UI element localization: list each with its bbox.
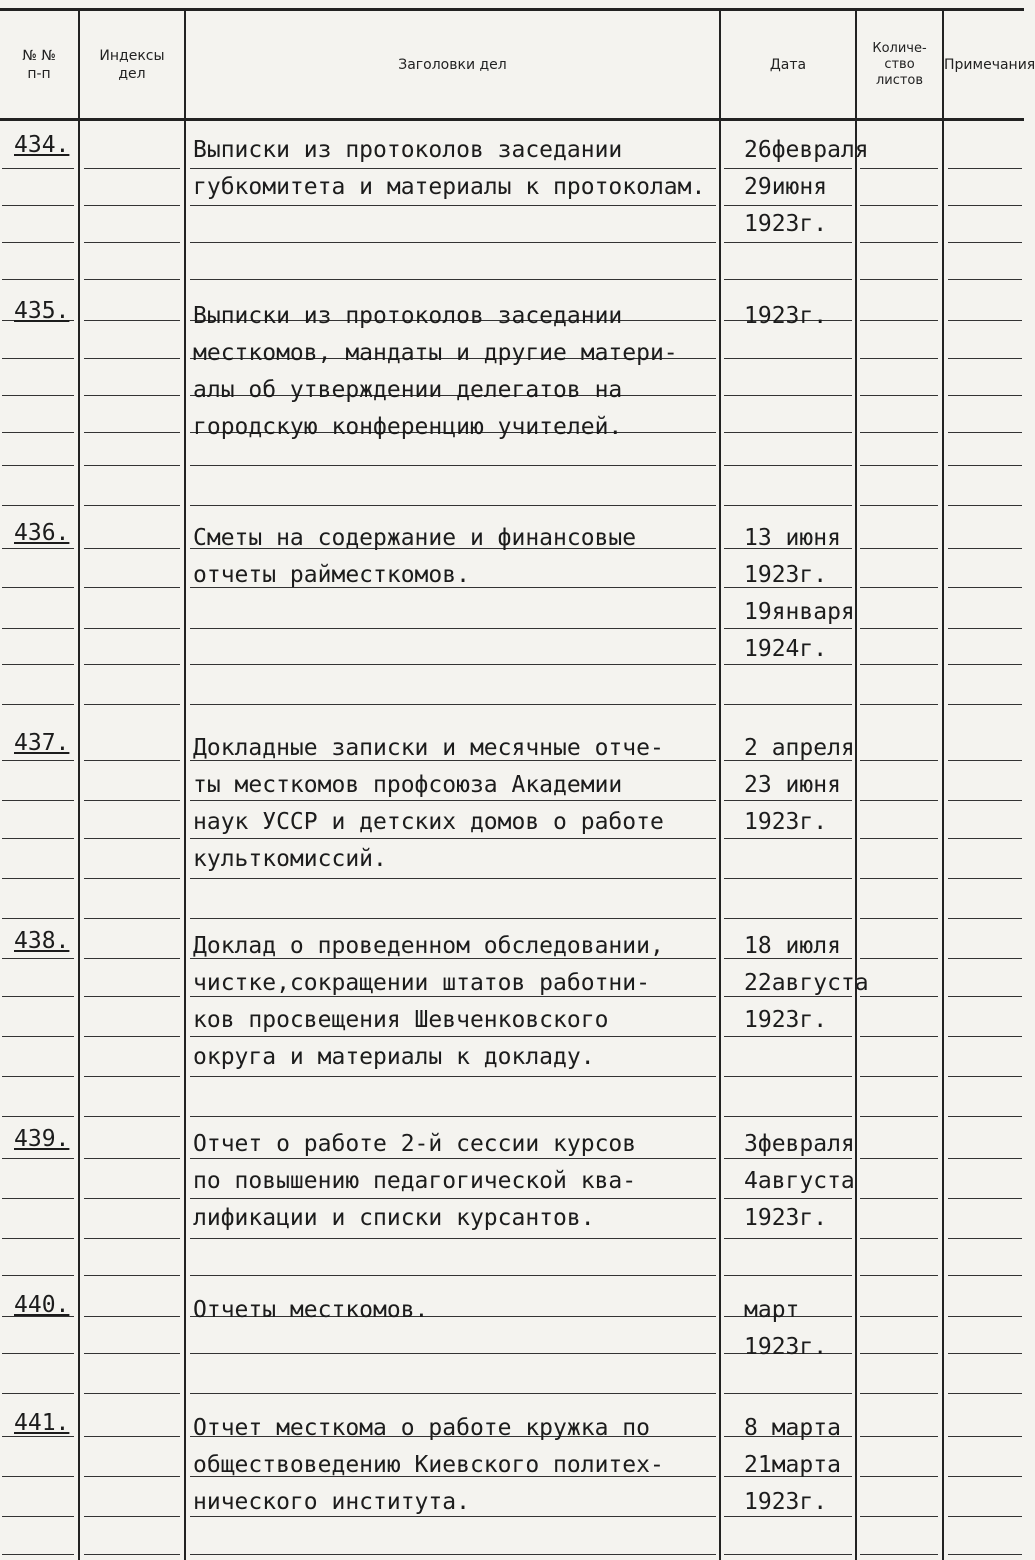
ruled-line <box>948 1554 1022 1555</box>
ruled-line <box>190 1076 716 1077</box>
entry-date <box>744 298 827 335</box>
ruled-line <box>948 279 1022 280</box>
ruled-line <box>2 242 74 243</box>
entry-title-line: ков просвещения Шевченковского <box>193 1007 609 1033</box>
ruled-line <box>948 918 1022 919</box>
ruled-line <box>948 1316 1022 1317</box>
entry-title <box>193 1410 725 1521</box>
ruled-line <box>948 760 1022 761</box>
ruled-line <box>2 1476 74 1477</box>
ruled-line <box>84 878 180 879</box>
ruled-line <box>860 958 938 959</box>
entry-number: 438. <box>14 928 70 954</box>
entry-date <box>744 1410 841 1521</box>
entry-date-line: март <box>744 1297 800 1323</box>
entry-title <box>193 132 725 243</box>
entry-date-line: 1924г. <box>744 636 828 662</box>
entry-date <box>744 1292 827 1366</box>
ruled-line <box>84 628 180 629</box>
ruled-line <box>948 587 1022 588</box>
ruled-line <box>948 878 1022 879</box>
ruled-line <box>84 205 180 206</box>
ruled-line <box>190 1238 716 1239</box>
entry-title <box>193 1292 725 1329</box>
ruled-line <box>84 918 180 919</box>
entry-date <box>744 1126 855 1237</box>
entry-title-line: городскую конференцию учителей. <box>193 414 623 440</box>
entry-date-line: 2 апреля <box>744 735 855 761</box>
ruled-line <box>2 1238 74 1239</box>
entry-title-line: округа и материалы к докладу. <box>193 1044 595 1070</box>
entry-title-line: Выписки из протоколов заседании <box>193 303 623 329</box>
ruled-line <box>948 205 1022 206</box>
ruled-line <box>84 1238 180 1239</box>
entry-title <box>193 730 725 878</box>
ruled-line <box>2 279 74 280</box>
ruled-line <box>2 1116 74 1117</box>
ruled-line <box>948 1198 1022 1199</box>
ruled-line <box>2 395 74 396</box>
ruled-line <box>84 279 180 280</box>
ruled-line <box>2 800 74 801</box>
ruled-line <box>948 395 1022 396</box>
entry-title-line: Отчеты месткомов. <box>193 1297 429 1323</box>
ruled-line <box>860 279 938 280</box>
ruled-line <box>2 1353 74 1354</box>
ruled-line <box>84 1436 180 1437</box>
header-index: Индексы дел <box>99 48 165 82</box>
ruled-line <box>190 704 716 705</box>
ruled-line <box>724 918 852 919</box>
ruled-line <box>948 1476 1022 1477</box>
header-title: Заголовки дел <box>398 57 507 73</box>
ruled-line <box>948 1158 1022 1159</box>
ruled-line <box>2 358 74 359</box>
ruled-line <box>860 664 938 665</box>
ruled-line <box>860 1436 938 1437</box>
ruled-line <box>948 465 1022 466</box>
ruled-line <box>948 548 1022 549</box>
ruled-line <box>2 505 74 506</box>
ruled-line <box>948 242 1022 243</box>
ruled-line <box>84 432 180 433</box>
ruled-line <box>84 1076 180 1077</box>
ruled-line <box>2 1516 74 1517</box>
ruled-line <box>724 1393 852 1394</box>
entry-date <box>744 520 855 668</box>
ruled-line <box>2 1158 74 1159</box>
ruled-line <box>724 279 852 280</box>
ruled-line <box>2 628 74 629</box>
ruled-line <box>948 1393 1022 1394</box>
ruled-line <box>84 1353 180 1354</box>
ruled-line <box>190 1353 716 1354</box>
ruled-line <box>84 1198 180 1199</box>
entry-title-line: обществоведению Киевского политех- <box>193 1452 664 1478</box>
entry-title-line: алы об утверждении делегатов на <box>193 377 623 403</box>
entry-number: 435. <box>14 298 70 324</box>
ruled-line <box>948 838 1022 839</box>
ruled-line <box>84 548 180 549</box>
entry-date-line: 4августа <box>744 1168 855 1194</box>
entry-title-line: лификации и списки курсантов. <box>193 1205 595 1231</box>
ruled-line <box>724 505 852 506</box>
ruled-line <box>860 242 938 243</box>
entry-date-line: 22августа <box>744 970 869 996</box>
ruled-line <box>724 358 852 359</box>
ruled-line <box>948 628 1022 629</box>
ruled-line <box>860 168 938 169</box>
ruled-line <box>84 1393 180 1394</box>
entry-title <box>193 520 725 594</box>
entry-title <box>193 1126 725 1237</box>
ruled-line <box>84 996 180 997</box>
entry-number: 437. <box>14 730 70 756</box>
ruled-line <box>2 1076 74 1077</box>
ruled-line <box>724 1076 852 1077</box>
ruled-line <box>190 1393 716 1394</box>
ruled-line <box>948 1116 1022 1117</box>
entry-date-line: 1923г. <box>744 562 828 588</box>
ruled-line <box>190 628 716 629</box>
entry-title-line: Сметы на содержание и финансовые <box>193 525 637 551</box>
ruled-line <box>860 395 938 396</box>
ruled-line <box>2 548 74 549</box>
entry-title-line: губкомитета и материалы к протоколам. <box>193 174 706 200</box>
ruled-line <box>860 1353 938 1354</box>
entry-date-line: 26февраля <box>744 137 869 163</box>
header-number: № № п-п <box>22 48 56 82</box>
ruled-line <box>2 996 74 997</box>
ruled-line <box>84 838 180 839</box>
entry-title-line <box>193 206 725 243</box>
entry-title-line: Выписки из протоколов заседании <box>193 137 623 163</box>
ruled-line <box>84 1476 180 1477</box>
ruled-line <box>2 1036 74 1037</box>
entry-date-line: 19января <box>744 599 855 625</box>
entry-title-line: Доклад о проведенном обследовании, <box>193 933 664 959</box>
ruled-line <box>948 1516 1022 1517</box>
ruled-line <box>2 1198 74 1199</box>
ruled-line <box>84 1554 180 1555</box>
entry-number: 434. <box>14 132 70 158</box>
ruled-line <box>2 958 74 959</box>
entry-date-line: 1923г. <box>744 1007 828 1033</box>
ruled-line <box>2 704 74 705</box>
ruled-line <box>948 1436 1022 1437</box>
entry-title <box>193 298 725 446</box>
ruled-line <box>190 878 716 879</box>
ruled-line <box>84 587 180 588</box>
ruled-line <box>190 664 716 665</box>
ruled-line <box>84 358 180 359</box>
ruled-line <box>724 395 852 396</box>
entry-date-line: 21марта <box>744 1452 841 1478</box>
ruled-line <box>2 168 74 169</box>
ruled-line <box>84 505 180 506</box>
ruled-line <box>860 1198 938 1199</box>
entry-title-line: Докладные записки и месячные отче- <box>193 735 664 761</box>
ruled-line <box>948 358 1022 359</box>
ruled-line <box>860 878 938 879</box>
ruled-line <box>860 587 938 588</box>
ruled-line <box>2 465 74 466</box>
entry-title-line: ты месткомов профсоюза Академии <box>193 772 623 798</box>
ruled-line <box>724 878 852 879</box>
entry-date <box>744 730 855 841</box>
ruled-line <box>2 205 74 206</box>
entry-title-line: Отчет месткома о работе кружка по <box>193 1415 650 1441</box>
entry-title-line: нического института. <box>193 1489 470 1515</box>
ruled-line <box>860 465 938 466</box>
ruled-line <box>84 168 180 169</box>
ruled-line <box>860 704 938 705</box>
ruled-line <box>860 1516 938 1517</box>
ruled-line <box>948 996 1022 997</box>
top-rule <box>0 8 1024 11</box>
entry-date-line: 29июня <box>744 174 828 200</box>
ruled-line <box>948 168 1022 169</box>
ruled-line <box>860 1116 938 1117</box>
ruled-line <box>860 1158 938 1159</box>
entry-date-line: 3февраля <box>744 1131 855 1157</box>
ruled-line <box>860 996 938 997</box>
ruled-line <box>860 760 938 761</box>
entry-date-line: 1923г. <box>744 211 828 237</box>
ruled-line <box>860 320 938 321</box>
ruled-line <box>190 1275 716 1276</box>
ruled-line <box>84 1316 180 1317</box>
ruled-line <box>190 465 716 466</box>
ruled-line <box>2 664 74 665</box>
entry-date-line: 8 марта <box>744 1415 841 1441</box>
ruled-line <box>724 1275 852 1276</box>
ruled-line <box>2 1275 74 1276</box>
ruled-line <box>724 704 852 705</box>
ruled-line <box>84 320 180 321</box>
ruled-line <box>2 838 74 839</box>
ruled-line <box>948 505 1022 506</box>
entry-title-line: чистке,сокращении штатов работни- <box>193 970 650 996</box>
entry-title-line: наук УССР и детских домов о работе <box>193 809 664 835</box>
entry-date-line: 18 июля <box>744 933 841 959</box>
ruled-line <box>2 587 74 588</box>
ruled-line <box>2 760 74 761</box>
ruled-line <box>860 628 938 629</box>
ruled-line <box>860 1554 938 1555</box>
ruled-line <box>84 1275 180 1276</box>
ruled-line <box>860 1393 938 1394</box>
ruled-line <box>860 1476 938 1477</box>
entry-number: 440. <box>14 1292 70 1318</box>
ruled-line <box>860 205 938 206</box>
header-notes: Примечания <box>944 57 1035 73</box>
ruled-line <box>860 548 938 549</box>
entry-number: 436. <box>14 520 70 546</box>
entry-title <box>193 928 725 1076</box>
ruled-line <box>948 320 1022 321</box>
entry-date-line: 23 июня <box>744 772 841 798</box>
ruled-line <box>948 704 1022 705</box>
ruled-line <box>724 432 852 433</box>
ruled-line <box>948 800 1022 801</box>
ruled-line <box>84 1516 180 1517</box>
ruled-line <box>84 242 180 243</box>
entry-title-line: месткомов, мандаты и другие матери- <box>193 340 678 366</box>
ruled-line <box>84 800 180 801</box>
entry-date-line: 13 июня <box>744 525 841 551</box>
ruled-line <box>84 465 180 466</box>
header-bottom-rule <box>0 118 1024 121</box>
ruled-line <box>2 432 74 433</box>
ruled-line <box>860 1316 938 1317</box>
ruled-line <box>948 664 1022 665</box>
entry-date-line: 1923г. <box>744 1334 828 1360</box>
column-divider <box>184 8 186 1560</box>
ruled-line <box>84 664 180 665</box>
ruled-line <box>190 505 716 506</box>
ruled-line <box>860 1238 938 1239</box>
ruled-line <box>190 918 716 919</box>
ruled-line <box>724 1238 852 1239</box>
ruled-line <box>724 1116 852 1117</box>
ruled-line <box>84 1036 180 1037</box>
entry-date-line: 1923г. <box>744 303 828 329</box>
ruled-line <box>860 838 938 839</box>
ruled-line <box>190 279 716 280</box>
ruled-line <box>860 358 938 359</box>
ruled-line <box>860 432 938 433</box>
entry-number: 439. <box>14 1126 70 1152</box>
ruled-line <box>84 958 180 959</box>
ruled-line <box>724 1554 852 1555</box>
ruled-line <box>190 1116 716 1117</box>
ruled-line <box>2 878 74 879</box>
ruled-line <box>860 1275 938 1276</box>
ruled-line <box>948 958 1022 959</box>
ruled-line <box>84 395 180 396</box>
ruled-line <box>860 1076 938 1077</box>
header-sheet-count: Количе- ство листов <box>872 41 927 88</box>
ruled-line <box>2 1393 74 1394</box>
ruled-line <box>948 1238 1022 1239</box>
entry-title-line: отчеты райместкомов. <box>193 562 470 588</box>
entry-date-line: 1923г. <box>744 1205 828 1231</box>
ruled-line <box>860 800 938 801</box>
entry-number: 441. <box>14 1410 70 1436</box>
ruled-line <box>948 432 1022 433</box>
ruled-line <box>948 1036 1022 1037</box>
ruled-line <box>2 918 74 919</box>
column-divider <box>942 8 944 1560</box>
ruled-line <box>948 1353 1022 1354</box>
ruled-line <box>948 1275 1022 1276</box>
entry-title-line: культкомиссий. <box>193 846 387 872</box>
ruled-line <box>190 1554 716 1555</box>
entry-date <box>744 132 869 243</box>
ruled-line <box>84 1116 180 1117</box>
ruled-line <box>860 505 938 506</box>
entry-title-line: Отчет о работе 2-й сессии курсов <box>193 1131 637 1157</box>
ruled-line <box>84 760 180 761</box>
entry-date-line: 1923г. <box>744 809 828 835</box>
ruled-line <box>724 465 852 466</box>
ruled-line <box>84 1158 180 1159</box>
ruled-line <box>948 1076 1022 1077</box>
ruled-line <box>2 1554 74 1555</box>
entry-date <box>744 928 869 1039</box>
column-divider <box>78 8 80 1560</box>
ruled-line <box>2 1436 74 1437</box>
entry-title-line: по повышению педагогической ква- <box>193 1168 637 1194</box>
entry-date-line: 1923г. <box>744 1489 828 1515</box>
ruled-line <box>84 704 180 705</box>
header-date: Дата <box>769 57 807 73</box>
ruled-line <box>860 1036 938 1037</box>
ruled-line <box>860 918 938 919</box>
